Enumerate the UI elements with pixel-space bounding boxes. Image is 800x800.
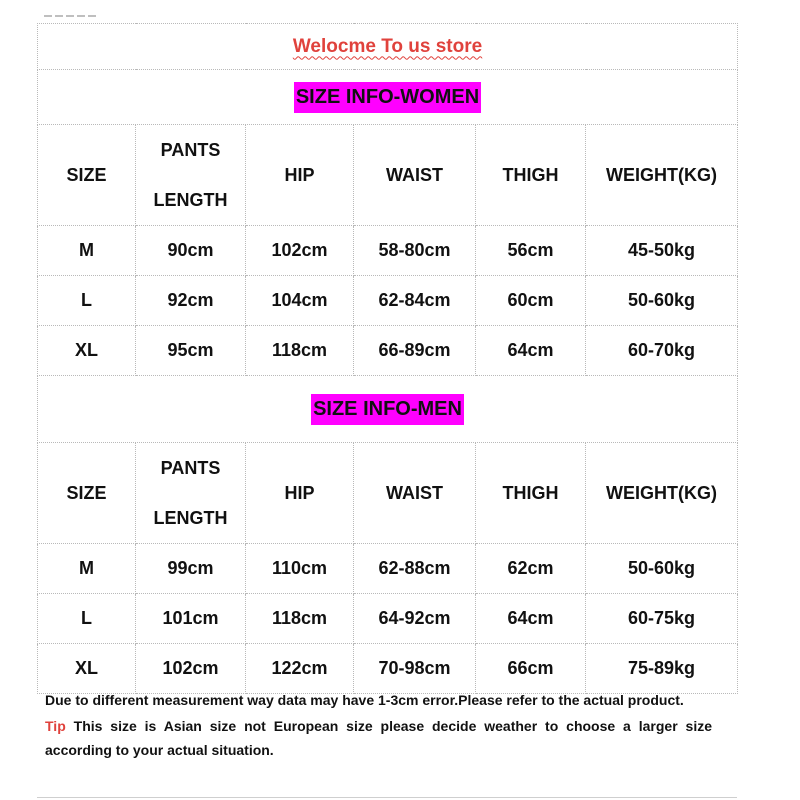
top-edge-artifact	[44, 4, 114, 12]
thigh-cell: 64cm	[476, 326, 586, 376]
weight-cell: 50-60kg	[586, 276, 738, 326]
tip-label: Tip	[45, 718, 66, 734]
welcome-cell	[38, 24, 738, 70]
size-chart	[37, 23, 737, 694]
weight-cell: 50-60kg	[586, 544, 738, 594]
size-cell: L	[38, 276, 136, 326]
table-row	[38, 644, 738, 694]
welcome-text: Welocme To us store	[292, 35, 483, 57]
table-row	[38, 594, 738, 644]
hip-cell: 122cm	[246, 644, 354, 694]
waist-cell: 64-92cm	[354, 594, 476, 644]
waist-cell: 70-98cm	[354, 644, 476, 694]
tip-note	[45, 714, 712, 762]
table-row	[38, 544, 738, 594]
pants-length-cell: 95cm	[136, 326, 246, 376]
table-row	[38, 326, 738, 376]
hip-cell: 118cm	[246, 326, 354, 376]
men-col-waist: WAIST	[354, 443, 476, 544]
men-col-weight: WEIGHT(KG)	[586, 443, 738, 544]
pants-length-cell: 101cm	[136, 594, 246, 644]
table-row	[38, 276, 738, 326]
bottom-divider	[37, 797, 737, 798]
women-col-size: SIZE	[38, 125, 136, 226]
thigh-cell: 62cm	[476, 544, 586, 594]
pants-length-cell: 99cm	[136, 544, 246, 594]
waist-cell: 62-84cm	[354, 276, 476, 326]
thigh-cell: 56cm	[476, 226, 586, 276]
waist-cell: 66-89cm	[354, 326, 476, 376]
table-row	[38, 226, 738, 276]
weight-cell: 75-89kg	[586, 644, 738, 694]
weight-cell: 60-70kg	[586, 326, 738, 376]
size-cell: XL	[38, 326, 136, 376]
thigh-cell: 64cm	[476, 594, 586, 644]
size-cell: M	[38, 544, 136, 594]
women-col-pants-length: PANTS LENGTH	[136, 125, 246, 226]
men-col-thigh: THIGH	[476, 443, 586, 544]
hip-cell: 110cm	[246, 544, 354, 594]
pants-length-cell: 102cm	[136, 644, 246, 694]
size-cell: XL	[38, 644, 136, 694]
thigh-cell: 66cm	[476, 644, 586, 694]
hip-cell: 102cm	[246, 226, 354, 276]
men-header-row	[38, 443, 738, 544]
tip-text: This size is Asian size not European size please decide weather to choose a larger size according to your actual situation.	[45, 718, 712, 758]
men-title-cell	[38, 376, 738, 443]
waist-cell: 62-88cm	[354, 544, 476, 594]
weight-cell: 60-75kg	[586, 594, 738, 644]
size-cell: L	[38, 594, 136, 644]
women-col-weight: WEIGHT(KG)	[586, 125, 738, 226]
pants-length-cell: 92cm	[136, 276, 246, 326]
men-col-pants-length: PANTS LENGTH	[136, 443, 246, 544]
women-col-waist: WAIST	[354, 125, 476, 226]
hip-cell: 118cm	[246, 594, 354, 644]
hip-cell: 104cm	[246, 276, 354, 326]
notes	[45, 688, 712, 762]
size-cell: M	[38, 226, 136, 276]
thigh-cell: 60cm	[476, 276, 586, 326]
women-header-row	[38, 125, 738, 226]
size-table	[37, 23, 738, 694]
measurement-note: Due to different measurement way data may have 1-3cm error.Please refer to the actual product.	[45, 692, 684, 708]
men-section-title: SIZE INFO-MEN	[311, 394, 464, 425]
men-col-hip: HIP	[246, 443, 354, 544]
men-col-size: SIZE	[38, 443, 136, 544]
women-section-title: SIZE INFO-WOMEN	[294, 82, 481, 113]
weight-cell: 45-50kg	[586, 226, 738, 276]
women-title-cell	[38, 70, 738, 125]
women-col-thigh: THIGH	[476, 125, 586, 226]
waist-cell: 58-80cm	[354, 226, 476, 276]
pants-length-cell: 90cm	[136, 226, 246, 276]
women-col-hip: HIP	[246, 125, 354, 226]
